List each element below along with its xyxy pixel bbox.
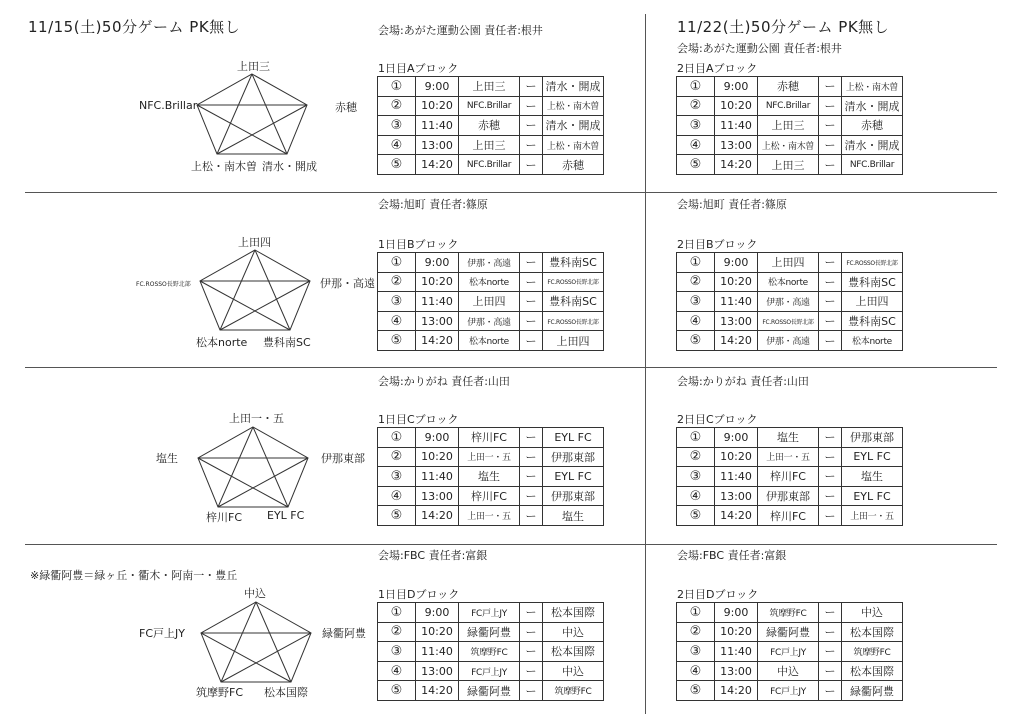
match-number: ⑤ xyxy=(677,331,715,351)
schedule-table xyxy=(377,252,604,351)
team-cell: 赤穂 xyxy=(842,116,903,136)
team-cell: 松本norte xyxy=(459,272,520,292)
versus-separator: ー xyxy=(520,486,543,506)
block-title: 2日目Dブロック xyxy=(677,588,759,601)
table-row xyxy=(378,272,604,292)
table-row xyxy=(677,253,903,273)
team-cell: 上田四 xyxy=(543,331,604,351)
match-time: 10:20 xyxy=(715,272,758,292)
team-cell: 筑摩野FC xyxy=(543,681,604,701)
versus-separator: ー xyxy=(819,467,842,487)
team-cell: NFC.Brillar xyxy=(758,96,819,116)
team-cell: 中込 xyxy=(758,661,819,681)
schedule-table xyxy=(676,252,903,351)
schedule-table xyxy=(377,602,604,701)
venue-label: 会場:FBC 責任者:富銀 xyxy=(677,549,787,562)
team-label: 筑摩野FC xyxy=(196,686,244,699)
team-cell: 松本norte xyxy=(758,272,819,292)
versus-separator: ー xyxy=(819,155,842,175)
match-time: 10:20 xyxy=(715,622,758,642)
team-abbreviation-note: ※緑衢阿豊＝緑ヶ丘・衢木・阿南一・豊丘 xyxy=(30,569,238,582)
team-cell: 中込 xyxy=(543,661,604,681)
block-title: 1日目Bブロック xyxy=(378,238,459,251)
versus-separator: ー xyxy=(520,135,543,155)
versus-separator: ー xyxy=(819,428,842,448)
team-cell: 松本norte xyxy=(842,331,903,351)
match-number: ③ xyxy=(677,292,715,312)
pentagon-diagram xyxy=(198,248,312,332)
team-cell: 豊科南SC xyxy=(543,253,604,273)
block-title: 1日目Dブロック xyxy=(378,588,460,601)
table-row xyxy=(677,467,903,487)
column-divider xyxy=(645,14,646,714)
team-label: 上田一・五 xyxy=(229,412,284,425)
match-time: 13:00 xyxy=(416,135,459,155)
versus-separator: ー xyxy=(520,447,543,467)
match-time: 13:00 xyxy=(416,311,459,331)
team-cell: 梓川FC xyxy=(459,486,520,506)
team-cell: 伊那東部 xyxy=(842,428,903,448)
team-cell: 上田一・五 xyxy=(842,506,903,526)
team-cell: 上田一・五 xyxy=(758,447,819,467)
versus-separator: ー xyxy=(819,135,842,155)
team-label: 塩生 xyxy=(156,452,178,465)
team-cell: FC.ROSSO長野北部 xyxy=(543,272,604,292)
match-time: 13:00 xyxy=(715,486,758,506)
table-row xyxy=(378,253,604,273)
team-label: 上田三 xyxy=(237,60,270,73)
team-cell: 梓川FC xyxy=(459,428,520,448)
versus-separator: ー xyxy=(520,292,543,312)
team-cell: 筑摩野FC xyxy=(758,603,819,623)
block-title: 1日目Cブロック xyxy=(378,413,459,426)
match-time: 14:20 xyxy=(416,155,459,175)
versus-separator: ー xyxy=(520,642,543,662)
team-cell: 上田一・五 xyxy=(459,447,520,467)
venue-label: 会場:かりがね 責任者:山田 xyxy=(378,375,510,388)
team-cell: 中込 xyxy=(543,622,604,642)
match-number: ⑤ xyxy=(378,155,416,175)
team-cell: 筑摩野FC xyxy=(842,642,903,662)
match-time: 9:00 xyxy=(416,77,459,97)
match-time: 11:40 xyxy=(715,116,758,136)
block-divider xyxy=(25,544,997,545)
match-time: 10:20 xyxy=(715,96,758,116)
match-time: 14:20 xyxy=(715,331,758,351)
versus-separator: ー xyxy=(520,622,543,642)
team-cell: 上松・南木曽 xyxy=(758,135,819,155)
team-cell: 緑衢阿豊 xyxy=(758,622,819,642)
table-row xyxy=(677,506,903,526)
versus-separator: ー xyxy=(819,116,842,136)
team-cell: 緑衢阿豊 xyxy=(459,622,520,642)
match-time: 11:40 xyxy=(416,467,459,487)
versus-separator: ー xyxy=(819,272,842,292)
team-cell: 塩生 xyxy=(758,428,819,448)
match-number: ② xyxy=(677,96,715,116)
team-cell: 清水・開成 xyxy=(842,135,903,155)
schedule-table xyxy=(676,602,903,701)
schedule-table xyxy=(377,427,604,526)
team-cell: FC.ROSSO長野北部 xyxy=(543,311,604,331)
table-row xyxy=(378,428,604,448)
match-number: ⑤ xyxy=(677,155,715,175)
team-cell: FC.ROSSO長野北部 xyxy=(842,253,903,273)
venue-label: 会場:旭町 責任者:篠原 xyxy=(677,198,787,211)
versus-separator: ー xyxy=(819,311,842,331)
team-cell: FC戸上JY xyxy=(758,642,819,662)
versus-separator: ー xyxy=(520,96,543,116)
team-cell: 梓川FC xyxy=(758,506,819,526)
table-row xyxy=(677,155,903,175)
team-cell: 筑摩野FC xyxy=(459,642,520,662)
team-cell: 塩生 xyxy=(459,467,520,487)
match-number: ④ xyxy=(378,135,416,155)
match-number: ② xyxy=(378,622,416,642)
block-title: 2日目Cブロック xyxy=(677,413,758,426)
team-label: FC.ROSSO長野北部 xyxy=(136,281,191,288)
table-row xyxy=(378,681,604,701)
match-time: 13:00 xyxy=(715,135,758,155)
team-cell: 上田三 xyxy=(758,116,819,136)
table-row xyxy=(677,135,903,155)
table-row xyxy=(677,96,903,116)
match-time: 11:40 xyxy=(416,292,459,312)
table-row xyxy=(677,622,903,642)
match-number: ① xyxy=(677,253,715,273)
table-row xyxy=(677,642,903,662)
team-cell: 上松・南木曽 xyxy=(842,77,903,97)
team-cell: 伊那・高遠 xyxy=(758,331,819,351)
versus-separator: ー xyxy=(819,253,842,273)
match-number: ① xyxy=(378,428,416,448)
match-number: ④ xyxy=(677,486,715,506)
match-time: 11:40 xyxy=(715,642,758,662)
team-cell: 松本国際 xyxy=(842,622,903,642)
team-cell: 緑衢阿豊 xyxy=(459,681,520,701)
match-number: ② xyxy=(378,447,416,467)
versus-separator: ー xyxy=(520,681,543,701)
table-row xyxy=(677,603,903,623)
team-label: 緑衢阿豊 xyxy=(322,627,366,640)
team-cell: 伊那・高遠 xyxy=(758,292,819,312)
schedule-table xyxy=(377,76,604,175)
match-number: ① xyxy=(677,428,715,448)
team-cell: 上田三 xyxy=(459,135,520,155)
team-cell: 赤穂 xyxy=(758,77,819,97)
table-row xyxy=(378,311,604,331)
versus-separator: ー xyxy=(819,681,842,701)
pentagon-diagram xyxy=(196,425,310,509)
versus-separator: ー xyxy=(520,155,543,175)
team-label: 赤穂 xyxy=(335,101,357,114)
table-row xyxy=(378,506,604,526)
versus-separator: ー xyxy=(520,116,543,136)
match-time: 13:00 xyxy=(715,661,758,681)
team-cell: 赤穂 xyxy=(459,116,520,136)
team-cell: 上田三 xyxy=(459,77,520,97)
versus-separator: ー xyxy=(520,467,543,487)
versus-separator: ー xyxy=(819,331,842,351)
versus-separator: ー xyxy=(819,96,842,116)
table-row xyxy=(378,661,604,681)
team-cell: 清水・開成 xyxy=(543,77,604,97)
table-row xyxy=(378,642,604,662)
team-cell: 伊那東部 xyxy=(758,486,819,506)
versus-separator: ー xyxy=(819,292,842,312)
table-row xyxy=(378,447,604,467)
team-label: FC戸上JY xyxy=(139,627,185,640)
block-divider xyxy=(25,192,997,193)
block-title: 2日目Bブロック xyxy=(677,238,758,251)
match-number: ② xyxy=(677,272,715,292)
versus-separator: ー xyxy=(819,77,842,97)
team-cell: 塩生 xyxy=(842,467,903,487)
team-cell: 豊科南SC xyxy=(543,292,604,312)
match-time: 10:20 xyxy=(416,272,459,292)
match-number: ⑤ xyxy=(677,506,715,526)
match-time: 14:20 xyxy=(416,681,459,701)
match-number: ② xyxy=(378,272,416,292)
team-cell: 伊那・高遠 xyxy=(459,311,520,331)
versus-separator: ー xyxy=(520,428,543,448)
match-number: ④ xyxy=(677,661,715,681)
team-label: 松本国際 xyxy=(264,686,308,699)
venue-label: 会場:あがた運動公園 責任者:根井 xyxy=(378,24,543,37)
match-number: ① xyxy=(677,77,715,97)
match-number: ① xyxy=(378,253,416,273)
versus-separator: ー xyxy=(819,603,842,623)
venue-label: 会場:かりがね 責任者:山田 xyxy=(677,375,809,388)
match-time: 13:00 xyxy=(416,661,459,681)
schedule-table xyxy=(676,76,903,175)
team-label: 伊那・高遠 xyxy=(320,277,375,290)
table-row xyxy=(378,77,604,97)
team-cell: 上松・南木曽 xyxy=(543,135,604,155)
team-cell: 伊那・高遠 xyxy=(459,253,520,273)
match-time: 10:20 xyxy=(416,96,459,116)
match-time: 14:20 xyxy=(715,506,758,526)
table-row xyxy=(677,311,903,331)
day2-heading: 11/22(土)50分ゲーム PK無し xyxy=(677,18,890,36)
table-row xyxy=(378,603,604,623)
table-row xyxy=(378,486,604,506)
team-cell: 松本国際 xyxy=(543,642,604,662)
versus-separator: ー xyxy=(819,486,842,506)
schedule-table xyxy=(676,427,903,526)
team-cell: 上田一・五 xyxy=(459,506,520,526)
team-cell: EYL FC xyxy=(543,467,604,487)
match-number: ⑤ xyxy=(378,331,416,351)
match-time: 11:40 xyxy=(416,116,459,136)
match-time: 14:20 xyxy=(715,681,758,701)
pentagon-diagram xyxy=(195,72,309,156)
team-cell: 上田四 xyxy=(459,292,520,312)
match-number: ⑤ xyxy=(378,506,416,526)
team-cell: 松本国際 xyxy=(543,603,604,623)
block-title: 1日目Aブロック xyxy=(378,62,459,75)
team-cell: 中込 xyxy=(842,603,903,623)
versus-separator: ー xyxy=(819,447,842,467)
match-number: ② xyxy=(677,447,715,467)
versus-separator: ー xyxy=(819,642,842,662)
versus-separator: ー xyxy=(520,603,543,623)
table-row xyxy=(378,467,604,487)
team-cell: NFC.Brillar xyxy=(459,155,520,175)
match-time: 11:40 xyxy=(416,642,459,662)
match-number: ③ xyxy=(677,467,715,487)
match-time: 13:00 xyxy=(715,311,758,331)
match-time: 9:00 xyxy=(715,253,758,273)
table-row xyxy=(677,77,903,97)
team-cell: 清水・開成 xyxy=(842,96,903,116)
team-cell: 伊那東部 xyxy=(543,447,604,467)
match-number: ④ xyxy=(378,486,416,506)
team-cell: FC戸上JY xyxy=(459,661,520,681)
versus-separator: ー xyxy=(520,272,543,292)
team-cell: EYL FC xyxy=(543,428,604,448)
table-row xyxy=(378,331,604,351)
table-row xyxy=(677,486,903,506)
match-number: ③ xyxy=(378,467,416,487)
match-number: ③ xyxy=(378,292,416,312)
team-cell: 上田四 xyxy=(842,292,903,312)
match-time: 14:20 xyxy=(715,155,758,175)
team-label: 伊那東部 xyxy=(321,452,365,465)
match-number: ③ xyxy=(378,642,416,662)
day1-heading: 11/15(土)50分ゲーム PK無し xyxy=(28,18,241,36)
match-time: 13:00 xyxy=(416,486,459,506)
team-label: EYL FC xyxy=(267,509,305,522)
team-label: 豊科南SC xyxy=(263,336,311,349)
team-cell: 豊科南SC xyxy=(842,272,903,292)
team-cell: 緑衢阿豊 xyxy=(842,681,903,701)
table-row xyxy=(677,116,903,136)
match-time: 9:00 xyxy=(715,603,758,623)
team-label: 上松・南木曽 xyxy=(191,160,257,173)
match-number: ① xyxy=(677,603,715,623)
match-number: ③ xyxy=(677,642,715,662)
team-cell: 伊那東部 xyxy=(543,486,604,506)
block-divider xyxy=(25,367,997,368)
team-cell: FC戸上JY xyxy=(459,603,520,623)
team-label: 上田四 xyxy=(238,236,271,249)
match-time: 9:00 xyxy=(416,428,459,448)
table-row xyxy=(677,331,903,351)
match-number: ③ xyxy=(677,116,715,136)
table-row xyxy=(378,155,604,175)
match-time: 9:00 xyxy=(416,603,459,623)
table-row xyxy=(378,622,604,642)
table-row xyxy=(677,292,903,312)
match-time: 10:20 xyxy=(416,447,459,467)
match-number: ② xyxy=(677,622,715,642)
block-title: 2日目Aブロック xyxy=(677,62,758,75)
match-number: ④ xyxy=(378,311,416,331)
match-time: 14:20 xyxy=(416,506,459,526)
match-number: ⑤ xyxy=(677,681,715,701)
match-time: 9:00 xyxy=(715,77,758,97)
match-time: 9:00 xyxy=(416,253,459,273)
versus-separator: ー xyxy=(819,506,842,526)
match-time: 10:20 xyxy=(715,447,758,467)
team-cell: EYL FC xyxy=(842,486,903,506)
match-number: ④ xyxy=(677,135,715,155)
table-row xyxy=(677,428,903,448)
table-row xyxy=(677,661,903,681)
match-time: 9:00 xyxy=(715,428,758,448)
match-number: ④ xyxy=(677,311,715,331)
team-label: NFC.Brillar xyxy=(139,99,198,112)
team-cell: NFC.Brillar xyxy=(459,96,520,116)
match-number: ③ xyxy=(378,116,416,136)
match-number: ② xyxy=(378,96,416,116)
team-cell: 上田三 xyxy=(758,155,819,175)
table-row xyxy=(677,272,903,292)
versus-separator: ー xyxy=(520,661,543,681)
match-time: 11:40 xyxy=(715,467,758,487)
versus-separator: ー xyxy=(520,311,543,331)
match-number: ⑤ xyxy=(378,681,416,701)
team-cell: EYL FC xyxy=(842,447,903,467)
pentagon-diagram xyxy=(199,600,313,684)
match-time: 10:20 xyxy=(416,622,459,642)
match-number: ① xyxy=(378,77,416,97)
table-row xyxy=(677,447,903,467)
venue-label: 会場:旭町 責任者:篠原 xyxy=(378,198,488,211)
match-number: ④ xyxy=(378,661,416,681)
table-row xyxy=(378,96,604,116)
table-row xyxy=(677,681,903,701)
versus-separator: ー xyxy=(520,253,543,273)
team-cell: NFC.Brillar xyxy=(842,155,903,175)
team-cell: FC.ROSSO長野北部 xyxy=(758,311,819,331)
team-cell: 豊科南SC xyxy=(842,311,903,331)
versus-separator: ー xyxy=(520,77,543,97)
versus-separator: ー xyxy=(520,506,543,526)
versus-separator: ー xyxy=(819,622,842,642)
team-cell: 梓川FC xyxy=(758,467,819,487)
match-time: 11:40 xyxy=(715,292,758,312)
table-row xyxy=(378,116,604,136)
team-cell: 塩生 xyxy=(543,506,604,526)
team-cell: 上松・南木曽 xyxy=(543,96,604,116)
team-label: 清水・開成 xyxy=(262,160,317,173)
venue-label: 会場:あがた運動公園 責任者:根井 xyxy=(677,42,842,55)
team-cell: FC戸上JY xyxy=(758,681,819,701)
team-cell: 赤穂 xyxy=(543,155,604,175)
team-label: 松本norte xyxy=(196,336,248,349)
match-time: 14:20 xyxy=(416,331,459,351)
team-label: 中込 xyxy=(244,587,266,600)
match-number: ① xyxy=(378,603,416,623)
team-cell: 清水・開成 xyxy=(543,116,604,136)
table-row xyxy=(378,292,604,312)
table-row xyxy=(378,135,604,155)
venue-label: 会場:FBC 責任者:富銀 xyxy=(378,549,488,562)
versus-separator: ー xyxy=(520,331,543,351)
team-cell: 松本国際 xyxy=(842,661,903,681)
team-label: 梓川FC xyxy=(206,511,243,524)
team-cell: 松本norte xyxy=(459,331,520,351)
versus-separator: ー xyxy=(819,661,842,681)
team-cell: 上田四 xyxy=(758,253,819,273)
